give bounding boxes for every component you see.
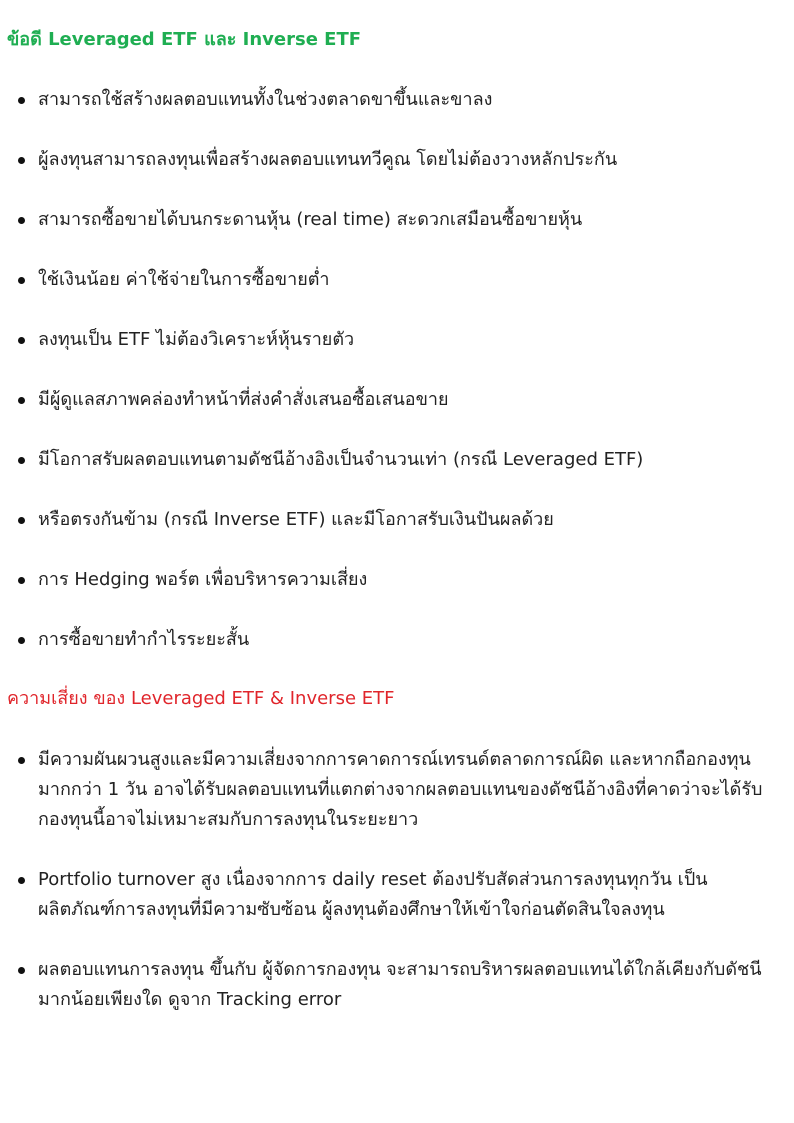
list-item-text: การซื้อขายทำกำไรระยะสั้น — [38, 629, 250, 650]
list-item — [0, 625, 794, 655]
list-item — [0, 265, 794, 295]
list-item-text: มีโอกาสรับผลตอบแทนตามดัชนีอ้างอิงเป็นจำนวนเท่า (กรณี Leveraged ETF) — [38, 449, 644, 470]
list-item — [0, 745, 794, 835]
list-item — [0, 955, 794, 1015]
list-item-text: Portfolio turnover สูง เนื่องจากการ daily reset ต้องปรับสัดส่วนการลงทุนทุกวัน เป็นผลิตภัณฑ์การลงทุนที่มีความซับซ้อน ผู้ลงทุนต้องศึกษาให้เข้าใจก่อนตัดสินใจลงทุน — [38, 869, 708, 920]
list-item-text: หรือตรงกันข้าม (กรณี Inverse ETF) และมีโอกาสรับเงินปันผลด้วย — [38, 509, 554, 530]
list-item-text: การ Hedging พอร์ต เพื่อบริหารความเสี่ยง — [38, 569, 368, 590]
list-item — [0, 325, 794, 355]
bullet-icon — [18, 397, 25, 404]
bullet-icon — [18, 277, 25, 284]
list-item — [0, 145, 794, 175]
risks-heading: ความเสี่ยง ของ Leveraged ETF & Inverse ETF — [7, 688, 395, 709]
risks-list — [0, 745, 794, 1045]
advantages-list — [0, 85, 794, 685]
bullet-icon — [18, 337, 25, 344]
bullet-icon — [18, 157, 25, 164]
list-item — [0, 565, 794, 595]
list-item — [0, 445, 794, 475]
list-item — [0, 865, 794, 925]
bullet-icon — [18, 877, 25, 884]
bullet-icon — [18, 517, 25, 524]
list-item-text: มีผู้ดูแลสภาพคล่องทำหน้าที่ส่งคำสั่งเสนอซื้อเสนอขาย — [38, 389, 449, 410]
bullet-icon — [18, 457, 25, 464]
list-item-text: ใช้เงินน้อย ค่าใช้จ่ายในการซื้อขายต่ำ — [38, 269, 330, 290]
list-item — [0, 385, 794, 415]
bullet-icon — [18, 217, 25, 224]
list-item — [0, 505, 794, 535]
list-item-text: ผู้ลงทุนสามารถลงทุนเพื่อสร้างผลตอบแทนทวีคูณ โดยไม่ต้องวางหลักประกัน — [38, 149, 618, 170]
bullet-icon — [18, 967, 25, 974]
advantages-heading: ข้อดี Leveraged ETF และ Inverse ETF — [7, 29, 362, 50]
list-item — [0, 85, 794, 115]
list-item-text: ลงทุนเป็น ETF ไม่ต้องวิเคราะห์หุ้นรายตัว — [38, 329, 355, 350]
bullet-icon — [18, 97, 25, 104]
list-item — [0, 205, 794, 235]
list-item-text: มีความผันผวนสูงและมีความเสี่ยงจากการคาดการณ์เทรนด์ตลาดการณ์ผิด และหากถือกองทุนมากกว่า 1 วัน อาจได้รับผลตอบแทนที่แตกต่างจากผลตอบแทนของดัชนีอ้างอิงที่คาดว่าจะได้รับ กองทุนนี้อาจไม่เหมาะสมกับการลงทุนในระยะยาว — [38, 749, 763, 830]
bullet-icon — [18, 577, 25, 584]
list-item-text: ผลตอบแทนการลงทุน ขึ้นกับ ผู้จัดการกองทุน จะสามารถบริหารผลตอบแทนได้ใกล้เคียงกับดัชนีมากน้อยเพียงใด ดูจาก Tracking error — [38, 959, 762, 1010]
list-item-text: สามารถใช้สร้างผลตอบแทนทั้งในช่วงตลาดขาขึ้นและขาลง — [38, 89, 493, 110]
list-item-text: สามารถซื้อขายได้บนกระดานหุ้น (real time) สะดวกเสมือนซื้อขายหุ้น — [38, 209, 583, 230]
bullet-icon — [18, 757, 25, 764]
bullet-icon — [18, 637, 25, 644]
